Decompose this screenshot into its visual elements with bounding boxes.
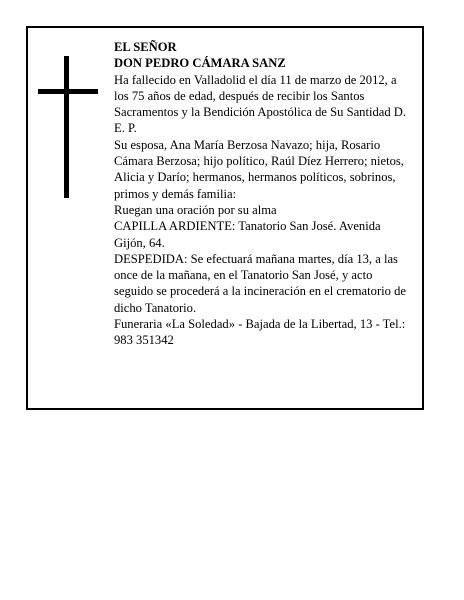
deceased-name: DON PEDRO CÁMARA SANZ bbox=[114, 56, 286, 71]
chapel-info: CAPILLA ARDIENTE: Tanatorio San José. Avenida Gijón, 64. bbox=[114, 219, 381, 250]
family-list: Su esposa, Ana María Berzosa Navazo; hija, Rosario Cámara Berzosa; hijo político, Raúl Díez Herrero; nietos, Alicia y Darío; hermanos, hermanos políticos, sobrinos, primos y demás familia: bbox=[114, 137, 404, 201]
cross-horizontal-bar bbox=[38, 89, 98, 94]
obituary-notice bbox=[26, 26, 424, 410]
prayer-request: Ruegan una oración por su alma bbox=[114, 202, 277, 217]
notice-title-line1: EL SEÑOR bbox=[114, 40, 177, 54]
cross-vertical-bar bbox=[64, 56, 69, 198]
farewell-info: DESPEDIDA: Se efectuará mañana martes, día 13, a las once de la mañana, en el Tanatorio San José, y acto seguido se procederá a la incineración en el crematorio de dicho Tanatorio. bbox=[114, 251, 406, 315]
death-announcement: Ha fallecido en Valladolid el día 11 de marzo de 2012, a los 75 años de edad, después de recibir los Santos Sacramentos y la Bendición Apostólica de Su Santidad D. E. P. bbox=[114, 72, 407, 136]
notice-text bbox=[114, 39, 414, 349]
funeral-home-info: Funeraria «La Soledad» - Bajada de la Libertad, 13 - Tel.: 983 351342 bbox=[114, 317, 406, 348]
cross-icon bbox=[38, 56, 98, 198]
